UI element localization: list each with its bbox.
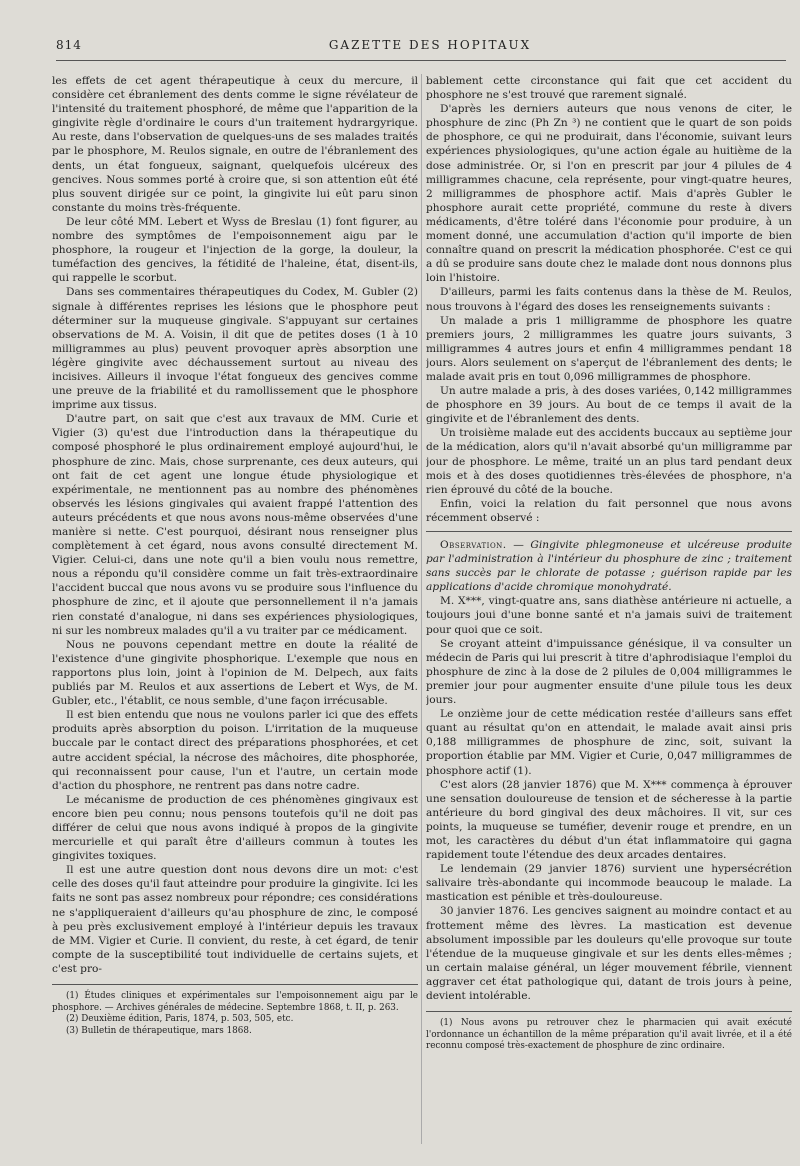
footnote: (1) Nous avons pu retrouver chez le pharmacien qui avait exécuté l'ordonnance un échantillon de la même préparation qu'il avait livrée, et il a été reconnu composé très-exactement de phosphure de zinc ordinaire.: [426, 1018, 792, 1052]
paragraph: M. X***, vingt-quatre ans, sans diathèse antérieure ni actuelle, a toujours joui d'une bonne santé et n'a jamais suivi de traitement pour quoi que ce soit.: [426, 595, 792, 636]
running-title: GAZETTE DES HOPITAUX: [328, 38, 532, 52]
right-column: [426, 74, 792, 1154]
paragraph: De leur côté MM. Lebert et Wyss de Breslau (1) font figurer, au nombre des symptômes de l'empoisonnement aigu par le phosphore, la rougeur et l'injection de la gorge, la douleur, la tuméfaction des gencives, la fétidité de l'haleine, état, disent-ils, qui rappelle le scorbut.: [52, 215, 418, 285]
paragraph: Le mécanisme de production de ces phénomènes gingivaux est encore bien peu connu; nous pensons toutefois qu'il ne doit pas différer de celui que nous avons indiqué à propos de la gingivite mercurielle et qui paraît être d'ailleurs commun à toutes les gingivites toxiques.: [52, 793, 418, 863]
paragraph: Se croyant atteint d'impuissance génésique, il va consulter un médecin de Paris qui lui prescrit à titre d'aphrodisiaque l'emploi du phosphure de zinc à la dose de 2 pilules de 0,004 milligrammes le premier jour pour augmenter ensuite d'une pilule tous les deux jours.: [426, 637, 792, 707]
footnote: (3) Bulletin de thérapeutique, mars 1868.: [66, 1025, 252, 1036]
observation-dash: —: [513, 539, 531, 551]
footnote-rule: [52, 984, 418, 985]
column-divider: [421, 74, 422, 1144]
observation-heading: [426, 538, 792, 594]
footnote: (2) Deuxième édition, Paris, 1874, p. 503, 505, etc.: [66, 1014, 294, 1024]
paragraph: Un troisième malade eut des accidents buccaux au septième jour de la médication, alors qu'il n'avait absorbé qu'un milligramme par jour de phosphore. Le même, traité un an plus tard pendant deux mois et à des doses quotidiennes très-élevées de phosphore, n'a rien éprouvé du côté de la bouche.: [426, 427, 792, 496]
paragraph: D'après les derniers auteurs que nous venons de citer, le phosphure de zinc (Ph Zn ³) ne contient que le quart de son poids de phosphore, ce qui ne produirait, dans l'économie, suivant leurs expériences physiologiques, qu'une action égale au huitième de la dose administrée. Or, si l'on en prescrit par jour 4 pilules de 4 milligrammes chacune, cela représente, pour vingt-quatre heures, 2 milligrammes de phosphore actif. Mais d'après Gubler le phosphore aurait cette propriété, commune du reste à divers médicaments, d'être toléré dans l'économie pour produire, à un moment donné, une accumulation d'action qu'il importe de bien connaître quand on prescrit la médication phosphorée. C'est ce qui a dû se produire sans doute chez le malade dont nous donnons plus loin l'histoire.: [426, 103, 792, 285]
paragraph: Enfin, voici la relation du fait personnel que nous avons récemment observé :: [426, 497, 792, 524]
paragraph: les effets de cet agent thérapeutique à ceux du mercure, il considère cet ébranlement des dents comme le signe révélateur de l'intensité du traitement phosphoré, de même que l'apparition de la gingivite règle d'ordinaire le cours d'un traitement hydrargyrique. Au reste, dans l'observation de quelques-uns de ses malades traités par le phosphore, M. Reulos signale, en outre de l'ébranlement des dents, un état fongueux, saignant, quelquefois ulcéreux des gencives. Nous sommes porté à croire que, si son attention eût été plus souvent dirigée sur ce point, la gingivite lui eût paru sinon constante du moins très-fréquente.: [52, 75, 418, 214]
paragraph: Un malade a pris 1 milligramme de phosphore les quatre premiers jours, 2 milligrammes les quatre jours suivants, 3 milligrammes 4 autres jours et enfin 4 milligrammes pendant 18 jours. Alors seulement on s'aperçut de l'ébranlement des dents; le malade avait pris en tout 0,096 milligrammes de phosphore.: [426, 314, 792, 383]
left-column: [52, 74, 418, 1154]
page-number: 814: [56, 38, 82, 52]
paragraph: Le onzième jour de cette médication restée d'ailleurs sans effet quant au résultat qu'on en attendait, le malade avait ainsi pris 0,188 milligrammes de phosphure de zinc, soit, suivant la proportion établie par MM. Vigier et Curie, 0,047 milligrammes de phosphore actif (1).: [426, 708, 792, 777]
paragraph: D'ailleurs, parmi les faits contenus dans la thèse de M. Reulos, nous trouvons à l'égard des doses les renseignements suivants :: [426, 286, 792, 313]
paragraph: 30 janvier 1876. Les gencives saignent au moindre contact et au frottement même des lèvres. La mastication est devenue absolument impossible par les douleurs qu'elle provoque sur toute l'étendue de la muqueuse gingivale et sur les dents elles-mêmes ; un certain malaise général, un léger mouvement fébrile, viennent aggraver cet état pathologique qui, datant de trois jours à peine, devient intolérable.: [426, 905, 792, 1002]
observation-label: Observation.: [440, 539, 507, 551]
section-rule: [426, 531, 792, 532]
paragraph: Il est bien entendu que nous ne voulons parler ici que des effets produits après absorption du poison. L'irritation de la muqueuse buccale par le contact direct des préparations phosphorées, et cet autre accident spécial, la nécrose des mâchoires, dite phosphorée, qui reconnaissent pour cause, l'un et l'autre, un certain mode d'action du phosphore, ne rentrent pas dans notre cadre.: [52, 709, 418, 792]
paragraph: Le lendemain (29 janvier 1876) survient une hypersécrétion salivaire très-abondante qui incommode beaucoup le malade. La mastication est pénible et très-douloureuse.: [426, 863, 792, 904]
paragraph: C'est alors (28 janvier 1876) que M. X*** commença à éprouver une sensation douloureuse de tension et de sécheresse à la partie antérieure du bord gingival des deux mâchoires. Il vit, sur ces points, la muqueuse se tuméfier, devenir rouge et prendre, en un mot, les caractères du début d'un état inflammatoire qui gagna rapidement toute l'étendue des deux arcades dentaires.: [426, 778, 792, 862]
observation-title: Gingivite phlegmoneuse et ulcéreuse produite par l'administration à l'intérieur du phosphure de zinc ; traitement sans succès par le chlorate de potasse ; guérison rapide par les applications d'acide chromique monohydraté.: [426, 539, 792, 594]
paragraph: Dans ses commentaires thérapeutiques du Codex, M. Gubler (2) signale à différentes reprises les lésions que le phosphore peut déterminer sur la muqueuse gingivale. S'appuyant sur certaines observations de M. A. Voisin, il dit que de petites doses (1 à 10 milligrammes au plus) peuvent provoquer après absorption une légère gingivite avec déchaussement surtout au niveau des incisives. Ailleurs il invoque l'état fongueux des gencives comme une preuve de la friabilité et du ramollissement que le phosphore imprime aux tissus.: [52, 286, 418, 412]
paragraph: Un autre malade a pris, à des doses variées, 0,142 milligrammes de phosphore en 39 jours. Au bout de ce temps il avait de la gingivite et de l'ébranlement des dents.: [426, 385, 792, 426]
paragraph: bablement cette circonstance qui fait que cet accident du phosphore ne s'est trouvé que rarement signalé.: [426, 75, 792, 102]
page-header: [0, 38, 800, 58]
footnote-rule: [426, 1011, 792, 1012]
paragraph: D'autre part, on sait que c'est aux travaux de MM. Curie et Vigier (3) qu'est due l'introduction dans la thérapeutique du composé phosphoré le plus ordinairement employé aujourd'hui, le phosphure de zinc. Mais, chose surprenante, ces deux auteurs, qui ont fait de cet agent une longue étude physiologique et expérimentale, ne mentionnent pas au nombre des phénomènes observés les lésions gingivales qui avaient frappé l'attention des auteurs précédents et que nous avons nous-même observées d'une manière si nette. C'est pourquoi, désirant nous renseigner plus complètement à cet égard, nous avons consulté directement M. Vigier. Celui-ci, dans une note qu'il a bien voulu nous remettre, nous a répondu qu'il considère comme un fait très-extraordinaire l'accident buccal que nous avons vu se produire sous l'influence du phosphure de zinc, et il ajoute que personnellement il n'a jamais rien constaté d'analogue, ni dans ses expériences physiologiques, ni sur les nombreux malades qu'il a vu traiter par ce médicament.: [52, 413, 418, 637]
header-rule: [56, 60, 786, 61]
paragraph: Nous ne pouvons cependant mettre en doute la réalité de l'existence d'une gingivite phosphorique. L'exemple que nous en rapportons plus loin, joint à l'opinion de M. Delpech, aux faits publiés par M. Reulos et aux assertions de Lebert et Wys, de M. Gubler, etc., l'établit, ce nous semble, d'une façon irrécusable.: [52, 638, 418, 708]
footnote: (1) Études cliniques et expérimentales sur l'empoisonnement aigu par le phosphore. — Archives générales de médecine. Septembre 1868, t. II, p. 263.: [52, 991, 418, 1013]
paragraph: Il est une autre question dont nous devons dire un mot: c'est celle des doses qu'il faut atteindre pour produire la gingivite. Ici les faits ne sont pas assez nombreux pour répondre; ces considérations ne s'appliqueraient d'ailleurs qu'au phosphure de zinc, le composé à peu près exclusivement employé à l'intérieur depuis les travaux de MM. Vigier et Curie. Il convient, du reste, à cet égard, de tenir compte de la susceptibilité tout individuelle de certains sujets, et c'est pro-: [52, 864, 418, 975]
